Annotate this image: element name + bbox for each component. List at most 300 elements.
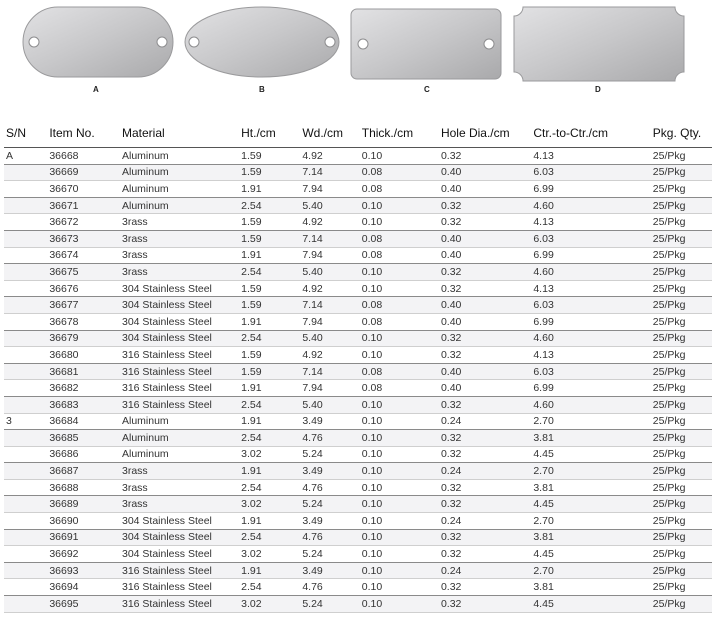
cell-height: 1.91 [239,380,300,397]
cell-height: 1.91 [239,247,300,264]
cell-material: Aluminum [120,197,239,214]
cell-width: 5.24 [300,546,359,563]
cell-item-no: 36673 [47,230,120,247]
cell-item-no: 36688 [47,479,120,496]
cell-sn [4,280,47,297]
cell-pkg-qty: 25/Pkg [651,313,712,330]
cell-height: 1.59 [239,230,300,247]
cell-sn [4,579,47,596]
cell-pkg-qty: 25/Pkg [651,347,712,364]
cell-item-no: 36685 [47,430,120,447]
tag-d-label: D [595,85,601,94]
cell-material: Aluminum [120,164,239,181]
cell-width: 7.14 [300,363,359,380]
cell-thickness: 0.08 [360,164,439,181]
cell-height: 2.54 [239,430,300,447]
cell-pkg-qty: 25/Pkg [651,247,712,264]
column-header-item-no: Item No. [47,124,120,148]
cell-material: Aluminum [120,446,239,463]
tag-a-image [22,6,174,78]
table-row [4,562,712,579]
cell-item-no: 36695 [47,596,120,613]
cell-width: 7.94 [300,380,359,397]
cell-item-no: 36677 [47,297,120,314]
table-row [4,479,712,496]
cell-pkg-qty: 25/Pkg [651,297,712,314]
cell-ctr-to-ctr: 6.03 [531,230,650,247]
cell-width: 5.24 [300,446,359,463]
cell-ctr-to-ctr: 4.60 [531,330,650,347]
cell-height: 2.54 [239,330,300,347]
tag-a-label: A [93,85,99,94]
cell-width: 4.76 [300,529,359,546]
cell-ctr-to-ctr: 4.60 [531,264,650,281]
cell-sn [4,446,47,463]
table-row [4,463,712,480]
cell-sn: A [4,148,47,165]
cell-thickness: 0.08 [360,181,439,198]
cell-sn [4,347,47,364]
cell-thickness: 0.08 [360,230,439,247]
cell-hole-diameter: 0.32 [439,579,531,596]
cell-height: 3.02 [239,446,300,463]
cell-width: 4.92 [300,347,359,364]
table-row [4,347,712,364]
cell-height: 2.54 [239,396,300,413]
cell-hole-diameter: 0.40 [439,363,531,380]
cell-pkg-qty: 25/Pkg [651,579,712,596]
table-row [4,313,712,330]
cell-pkg-qty: 25/Pkg [651,546,712,563]
cell-thickness: 0.08 [360,247,439,264]
cell-item-no: 36690 [47,513,120,530]
tag-shapes-row [0,0,719,100]
cell-height: 1.59 [239,347,300,364]
cell-sn [4,297,47,314]
cell-ctr-to-ctr: 2.70 [531,463,650,480]
cell-height: 2.54 [239,579,300,596]
cell-item-no: 36689 [47,496,120,513]
cell-item-no: 36672 [47,214,120,231]
cell-thickness: 0.10 [360,430,439,447]
cell-pkg-qty: 25/Pkg [651,164,712,181]
cell-ctr-to-ctr: 6.03 [531,164,650,181]
cell-thickness: 0.10 [360,479,439,496]
cell-item-no: 36679 [47,330,120,347]
cell-hole-diameter: 0.24 [439,463,531,480]
cell-height: 3.02 [239,596,300,613]
cell-thickness: 0.10 [360,579,439,596]
cell-thickness: 0.10 [360,562,439,579]
cell-sn [4,330,47,347]
cell-material: 3rass [120,463,239,480]
cell-material: 304 Stainless Steel [120,313,239,330]
cell-thickness: 0.10 [360,596,439,613]
table-row [4,330,712,347]
cell-pkg-qty: 25/Pkg [651,413,712,430]
cell-material: 304 Stainless Steel [120,297,239,314]
cell-thickness: 0.10 [360,347,439,364]
cell-sn [4,430,47,447]
cell-height: 2.54 [239,264,300,281]
cell-item-no: 36686 [47,446,120,463]
cell-hole-diameter: 0.40 [439,313,531,330]
cell-height: 1.59 [239,148,300,165]
cell-sn [4,230,47,247]
cell-ctr-to-ctr: 4.13 [531,280,650,297]
cell-ctr-to-ctr: 6.99 [531,181,650,198]
cell-material: Aluminum [120,181,239,198]
cell-sn [4,214,47,231]
cell-item-no: 36683 [47,396,120,413]
cell-thickness: 0.08 [360,297,439,314]
table-row [4,413,712,430]
cell-sn [4,264,47,281]
cell-material: 316 Stainless Steel [120,562,239,579]
column-header-material: Material [120,124,239,148]
column-header-ctr-to-ctr: Ctr.-to-Ctr./cm [531,124,650,148]
cell-ctr-to-ctr: 6.99 [531,313,650,330]
cell-thickness: 0.10 [360,529,439,546]
cell-hole-diameter: 0.40 [439,230,531,247]
cell-material: 316 Stainless Steel [120,396,239,413]
cell-ctr-to-ctr: 2.70 [531,562,650,579]
cell-height: 2.54 [239,529,300,546]
cell-pkg-qty: 25/Pkg [651,513,712,530]
cell-material: 304 Stainless Steel [120,280,239,297]
cell-sn [4,396,47,413]
cell-ctr-to-ctr: 6.99 [531,247,650,264]
cell-ctr-to-ctr: 2.70 [531,513,650,530]
cell-material: 3rass [120,496,239,513]
cell-hole-diameter: 0.40 [439,181,531,198]
cell-width: 7.94 [300,247,359,264]
cell-sn [4,164,47,181]
cell-material: 316 Stainless Steel [120,596,239,613]
table-row [4,280,712,297]
cell-ctr-to-ctr: 2.70 [531,413,650,430]
cell-material: Aluminum [120,413,239,430]
cell-material: 3rass [120,479,239,496]
table-row [4,513,712,530]
cell-hole-diameter: 0.32 [439,214,531,231]
cell-sn [4,313,47,330]
cell-hole-diameter: 0.32 [439,529,531,546]
cell-sn [4,529,47,546]
cell-height: 1.91 [239,181,300,198]
cell-item-no: 36681 [47,363,120,380]
cell-height: 1.91 [239,513,300,530]
cell-sn [4,197,47,214]
cell-thickness: 0.10 [360,264,439,281]
cell-sn [4,363,47,380]
cell-item-no: 36693 [47,562,120,579]
cell-thickness: 0.10 [360,396,439,413]
cell-pkg-qty: 25/Pkg [651,214,712,231]
cell-pkg-qty: 25/Pkg [651,380,712,397]
cell-height: 1.59 [239,363,300,380]
cell-sn: 3 [4,413,47,430]
table-body [4,148,712,613]
cell-height: 1.59 [239,280,300,297]
cell-ctr-to-ctr: 3.81 [531,579,650,596]
table-row [4,529,712,546]
cell-sn [4,181,47,198]
cell-hole-diameter: 0.40 [439,164,531,181]
cell-thickness: 0.10 [360,496,439,513]
cell-sn [4,513,47,530]
cell-ctr-to-ctr: 4.60 [531,396,650,413]
cell-height: 1.59 [239,214,300,231]
cell-width: 7.94 [300,313,359,330]
cell-sn [4,546,47,563]
cell-thickness: 0.10 [360,214,439,231]
table-row [4,181,712,198]
table-row [4,214,712,231]
cell-pkg-qty: 25/Pkg [651,363,712,380]
cell-ctr-to-ctr: 3.81 [531,479,650,496]
table-row [4,264,712,281]
cell-pkg-qty: 25/Pkg [651,479,712,496]
cell-material: Aluminum [120,430,239,447]
cell-thickness: 0.10 [360,148,439,165]
cell-material: 3rass [120,264,239,281]
cell-ctr-to-ctr: 6.03 [531,297,650,314]
tag-b-image [184,6,340,78]
cell-ctr-to-ctr: 4.45 [531,596,650,613]
cell-hole-diameter: 0.40 [439,380,531,397]
cell-pkg-qty: 25/Pkg [651,446,712,463]
table-row [4,148,712,165]
cell-width: 3.49 [300,562,359,579]
cell-width: 5.24 [300,596,359,613]
cell-pkg-qty: 25/Pkg [651,330,712,347]
cell-sn [4,463,47,480]
cell-sn [4,247,47,264]
cell-width: 5.40 [300,330,359,347]
cell-item-no: 36682 [47,380,120,397]
cell-thickness: 0.08 [360,313,439,330]
cell-material: 304 Stainless Steel [120,330,239,347]
cell-material: 316 Stainless Steel [120,579,239,596]
table-row [4,230,712,247]
cell-ctr-to-ctr: 4.45 [531,446,650,463]
tag-d-image [513,6,685,82]
cell-sn [4,496,47,513]
cell-thickness: 0.10 [360,330,439,347]
cell-material: 3rass [120,214,239,231]
cell-thickness: 0.10 [360,513,439,530]
tag-specifications-table [4,124,712,613]
cell-width: 5.40 [300,264,359,281]
cell-pkg-qty: 25/Pkg [651,430,712,447]
table-row [4,297,712,314]
cell-height: 1.59 [239,164,300,181]
cell-item-no: 36670 [47,181,120,198]
tag-c-image [350,8,502,80]
cell-hole-diameter: 0.32 [439,446,531,463]
cell-thickness: 0.10 [360,463,439,480]
cell-width: 4.92 [300,280,359,297]
cell-ctr-to-ctr: 4.45 [531,546,650,563]
cell-width: 5.24 [300,496,359,513]
cell-width: 4.76 [300,479,359,496]
table-row [4,380,712,397]
tag-b-label: B [259,85,265,94]
cell-material: 3rass [120,247,239,264]
cell-height: 1.59 [239,297,300,314]
cell-hole-diameter: 0.32 [439,330,531,347]
cell-pkg-qty: 25/Pkg [651,230,712,247]
cell-hole-diameter: 0.32 [439,546,531,563]
cell-pkg-qty: 25/Pkg [651,463,712,480]
cell-ctr-to-ctr: 4.45 [531,496,650,513]
cell-hole-diameter: 0.32 [439,148,531,165]
cell-ctr-to-ctr: 4.13 [531,214,650,231]
table-header-row [4,124,712,148]
cell-width: 5.40 [300,396,359,413]
cell-ctr-to-ctr: 3.81 [531,529,650,546]
cell-hole-diameter: 0.32 [439,396,531,413]
column-header-sn: S/N [4,124,47,148]
table-row [4,579,712,596]
cell-item-no: 36678 [47,313,120,330]
cell-width: 3.49 [300,513,359,530]
cell-width: 4.76 [300,579,359,596]
cell-pkg-qty: 25/Pkg [651,181,712,198]
cell-width: 5.40 [300,197,359,214]
cell-sn [4,479,47,496]
cell-pkg-qty: 25/Pkg [651,496,712,513]
cell-width: 4.76 [300,430,359,447]
cell-height: 3.02 [239,546,300,563]
cell-ctr-to-ctr: 6.03 [531,363,650,380]
table-row [4,164,712,181]
cell-width: 7.94 [300,181,359,198]
column-header-thickness: Thick./cm [360,124,439,148]
cell-hole-diameter: 0.24 [439,513,531,530]
table-row [4,546,712,563]
cell-height: 2.54 [239,197,300,214]
column-header-height: Ht./cm [239,124,300,148]
cell-hole-diameter: 0.40 [439,297,531,314]
cell-hole-diameter: 0.32 [439,197,531,214]
cell-item-no: 36694 [47,579,120,596]
table-row [4,197,712,214]
cell-item-no: 36687 [47,463,120,480]
table-row [4,363,712,380]
cell-height: 1.91 [239,562,300,579]
cell-thickness: 0.08 [360,380,439,397]
cell-pkg-qty: 25/Pkg [651,148,712,165]
cell-height: 3.02 [239,496,300,513]
column-header-width: Wd./cm [300,124,359,148]
cell-width: 4.92 [300,148,359,165]
cell-width: 7.14 [300,297,359,314]
cell-ctr-to-ctr: 3.81 [531,430,650,447]
cell-hole-diameter: 0.32 [439,496,531,513]
cell-item-no: 36669 [47,164,120,181]
cell-material: Aluminum [120,148,239,165]
cell-hole-diameter: 0.24 [439,413,531,430]
table-row [4,396,712,413]
cell-hole-diameter: 0.24 [439,562,531,579]
cell-ctr-to-ctr: 4.13 [531,148,650,165]
table-row [4,430,712,447]
cell-ctr-to-ctr: 4.13 [531,347,650,364]
cell-width: 7.14 [300,164,359,181]
cell-item-no: 36668 [47,148,120,165]
column-header-hole-diameter: Hole Dia./cm [439,124,531,148]
cell-thickness: 0.10 [360,197,439,214]
tag-c-label: C [424,85,430,94]
cell-width: 3.49 [300,413,359,430]
cell-width: 7.14 [300,230,359,247]
cell-item-no: 36692 [47,546,120,563]
cell-height: 1.91 [239,313,300,330]
cell-sn [4,596,47,613]
column-header-pkg-qty: Pkg. Qty. [651,124,712,148]
cell-item-no: 36671 [47,197,120,214]
cell-width: 3.49 [300,463,359,480]
cell-hole-diameter: 0.32 [439,430,531,447]
cell-material: 304 Stainless Steel [120,546,239,563]
cell-item-no: 36674 [47,247,120,264]
cell-hole-diameter: 0.32 [439,264,531,281]
cell-thickness: 0.10 [360,546,439,563]
cell-pkg-qty: 25/Pkg [651,396,712,413]
cell-material: 316 Stainless Steel [120,347,239,364]
cell-hole-diameter: 0.32 [439,280,531,297]
cell-hole-diameter: 0.32 [439,347,531,364]
table-row [4,596,712,613]
cell-pkg-qty: 25/Pkg [651,280,712,297]
cell-item-no: 36676 [47,280,120,297]
table-row [4,496,712,513]
cell-material: 316 Stainless Steel [120,380,239,397]
cell-thickness: 0.08 [360,363,439,380]
table-row [4,446,712,463]
cell-pkg-qty: 25/Pkg [651,596,712,613]
cell-ctr-to-ctr: 6.99 [531,380,650,397]
cell-pkg-qty: 25/Pkg [651,264,712,281]
cell-item-no: 36684 [47,413,120,430]
cell-item-no: 36691 [47,529,120,546]
cell-item-no: 36675 [47,264,120,281]
cell-item-no: 36680 [47,347,120,364]
cell-hole-diameter: 0.32 [439,479,531,496]
cell-thickness: 0.10 [360,446,439,463]
cell-material: 304 Stainless Steel [120,529,239,546]
cell-ctr-to-ctr: 4.60 [531,197,650,214]
cell-pkg-qty: 25/Pkg [651,197,712,214]
table-row [4,247,712,264]
cell-thickness: 0.10 [360,280,439,297]
cell-thickness: 0.10 [360,413,439,430]
cell-sn [4,562,47,579]
cell-pkg-qty: 25/Pkg [651,529,712,546]
cell-hole-diameter: 0.32 [439,596,531,613]
cell-height: 1.91 [239,463,300,480]
cell-pkg-qty: 25/Pkg [651,562,712,579]
cell-material: 316 Stainless Steel [120,363,239,380]
cell-material: 304 Stainless Steel [120,513,239,530]
cell-height: 1.91 [239,413,300,430]
cell-height: 2.54 [239,479,300,496]
cell-hole-diameter: 0.40 [439,247,531,264]
cell-width: 4.92 [300,214,359,231]
cell-material: 3rass [120,230,239,247]
